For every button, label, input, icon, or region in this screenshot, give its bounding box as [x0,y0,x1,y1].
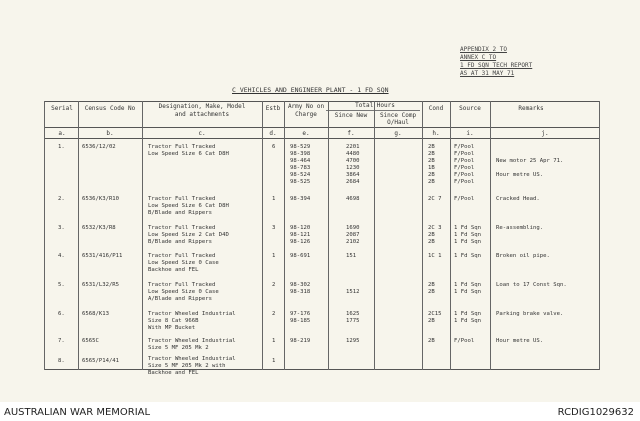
row-designation: Tractor Wheeled Industrial Size 5 MF 205 Mk 2 [148,338,236,351]
column-letter: f. [347,130,355,137]
row-hours-since-new: 1295 [346,338,360,344]
header-cond: Cond [428,105,444,112]
row-designation: Tractor Wheeled Industrial Size 8 Cat 966B With MP Bucket [148,311,236,331]
appendix-line: AS AT 31 MAY 71 [460,70,515,77]
table-rule [490,101,491,370]
row-serial: 7. [58,338,65,344]
row-serial: 6. [58,311,65,317]
table-rule [44,127,600,128]
header-since-new: Since New [334,112,368,119]
row-designation: Tractor Full Tracked Low Speed Size 6 Cat D8H [148,144,229,157]
table-rule [78,101,79,370]
row-cond: 2C 7 [428,196,442,202]
row-hours-since-new: 151 [346,253,357,259]
footer-record-id: RCDIG1029632 [557,407,634,418]
row-designation: Tractor Full Tracked Low Speed Size 2 Cat D4D B/Blade and Rippers [148,225,229,245]
table-rule [422,101,423,370]
row-hours-since-new: 1512 [346,289,360,295]
row-cond: 1C 1 [428,253,442,259]
row-estb: 6 [272,144,276,150]
column-letter: c. [198,130,206,137]
appendix-line: ANNEX C TO [460,54,497,61]
row-source: F/Pool F/Pool F/Pool F/Pool F/Pool F/Pool [454,144,475,185]
table-rule [44,101,45,370]
row-cond: 2B 2B [428,282,435,295]
row-source: 1 Fd Sqn [454,253,481,259]
row-cond: 2C 3 2B 2B [428,225,442,245]
header-serial: Serial [51,105,73,112]
row-remarks: New motor 25 Apr 71. Hour metre US. [496,158,564,178]
table-rule [44,369,600,370]
row-cond: 2B 2B 2B 1B 2B 2B [428,144,435,185]
table-rule [326,110,420,111]
row-census-code: 6536/12/02 [82,144,116,150]
row-hours-since-new: 1625 1775 [346,311,360,324]
row-source: 1 Fd Sqn 1 Fd Sqn [454,311,481,324]
row-remarks: Cracked Head. [496,196,540,202]
row-army-numbers: 98-394 [290,196,311,202]
header-army-line2: Charge [295,111,317,118]
row-estb: 2 [272,282,276,288]
row-census-code: 6531/416/P11 [82,253,123,259]
table-rule [142,101,143,370]
header-remarks: Remarks [518,105,544,112]
table-rule [599,101,600,370]
header-estb: Estb [265,105,281,112]
vehicle-table [44,101,600,376]
header-census-code: Census Code No [84,105,136,112]
table-rule [44,138,600,139]
row-serial: 8. [58,358,65,364]
row-remarks: Re-assembling. [496,225,544,231]
header-since-comp-line1: Since Comp [379,112,417,119]
row-hours-since-new: 2201 4480 4700 1230 3864 2684 [346,144,360,185]
row-serial: 3. [58,225,65,231]
row-serial: 1. [58,144,65,150]
row-cond: 2B [428,338,435,344]
row-army-numbers: 98-691 [290,253,311,259]
row-army-numbers: 98-219 [290,338,311,344]
row-army-numbers: 98-302 98-318 [290,282,311,295]
header-designation-line2: and attachments [174,111,230,118]
row-census-code: 6568/K13 [82,311,109,317]
row-estb: 1 [272,358,276,364]
row-serial: 4. [58,253,65,259]
table-rule [284,101,285,370]
row-estb: 3 [272,225,276,231]
row-census-code: 6565C [82,338,99,344]
row-census-code: 6531/L32/R5 [82,282,120,288]
row-estb: 1 [272,253,276,259]
table-rule [328,101,329,370]
header-total-hours: Total Hours [355,102,395,109]
table-rule [262,101,263,370]
row-source: F/Pool [454,196,475,202]
table-rule [44,101,600,102]
row-remarks: Loan to 17 Const Sqn. [496,282,567,288]
row-remarks: Broken oil pipe. [496,253,550,259]
column-letter: d. [269,130,277,137]
row-serial: 2. [58,196,65,202]
row-hours-since-new: 4698 [346,196,360,202]
row-designation: Tractor Full Tracked Low Speed Size 6 Cat D8H B/Blade and Rippers [148,196,229,216]
header-source: Source [459,105,481,112]
header-since-comp-line2: O/Haul [387,119,409,126]
header-army-line1: Army No on [287,103,325,110]
appendix-line: 1 FD SQN TECH REPORT [460,62,533,69]
row-cond: 2C15 2B [428,311,442,324]
column-letter: i. [466,130,474,137]
row-estb: 1 [272,196,276,202]
table-rule [374,101,375,370]
row-source: F/Pool [454,338,475,344]
row-census-code: 6536/K3/R10 [82,196,120,202]
row-remarks: Parking brake valve. [496,311,564,317]
row-census-code: 6532/K3/R8 [82,225,116,231]
row-hours-since-new: 1690 2087 2102 [346,225,360,245]
column-letter: e. [302,130,310,137]
column-letter: b. [106,130,114,137]
row-designation: Tractor Full Tracked Low Speed Size 0 Case Backhoe and FEL [148,253,219,273]
row-source: 1 Fd Sqn 1 Fd Sqn 1 Fd Sqn [454,225,481,245]
column-letter: a. [58,130,66,137]
row-remarks: Hour metre US. [496,338,544,344]
footer-archive-name: AUSTRALIAN WAR MEMORIAL [4,407,151,418]
appendix-line: APPENDIX 2 TO [460,46,507,53]
appendix-reference [460,46,532,78]
row-source: 1 Fd Sqn 1 Fd Sqn [454,282,481,295]
row-estb: 1 [272,338,276,344]
table-rule [450,101,451,370]
header-designation-line1: Designation, Make, Model [158,103,246,110]
row-serial: 5. [58,282,65,288]
row-army-numbers: 97-176 98-185 [290,311,311,324]
row-army-numbers: 98-529 98-398 98-464 98-783 98-524 98-525 [290,144,311,185]
row-census-code: 6565/P14/41 [82,358,120,364]
document-heading: C VEHICLES AND ENGINEER PLANT - 1 FD SQN [232,86,389,94]
row-army-numbers: 98-120 98-121 98-126 [290,225,311,245]
column-letter: j. [541,130,549,137]
column-letter: g. [394,130,402,137]
row-designation: Tractor Full Tracked Low Speed Size 0 Case A/Blade and Rippers [148,282,219,302]
row-designation: Tractor Wheeled Industrial Size 5 MF 205 Mk 2 with Backhoe and FEL [148,356,236,376]
column-letter: h. [432,130,440,137]
row-estb: 2 [272,311,276,317]
